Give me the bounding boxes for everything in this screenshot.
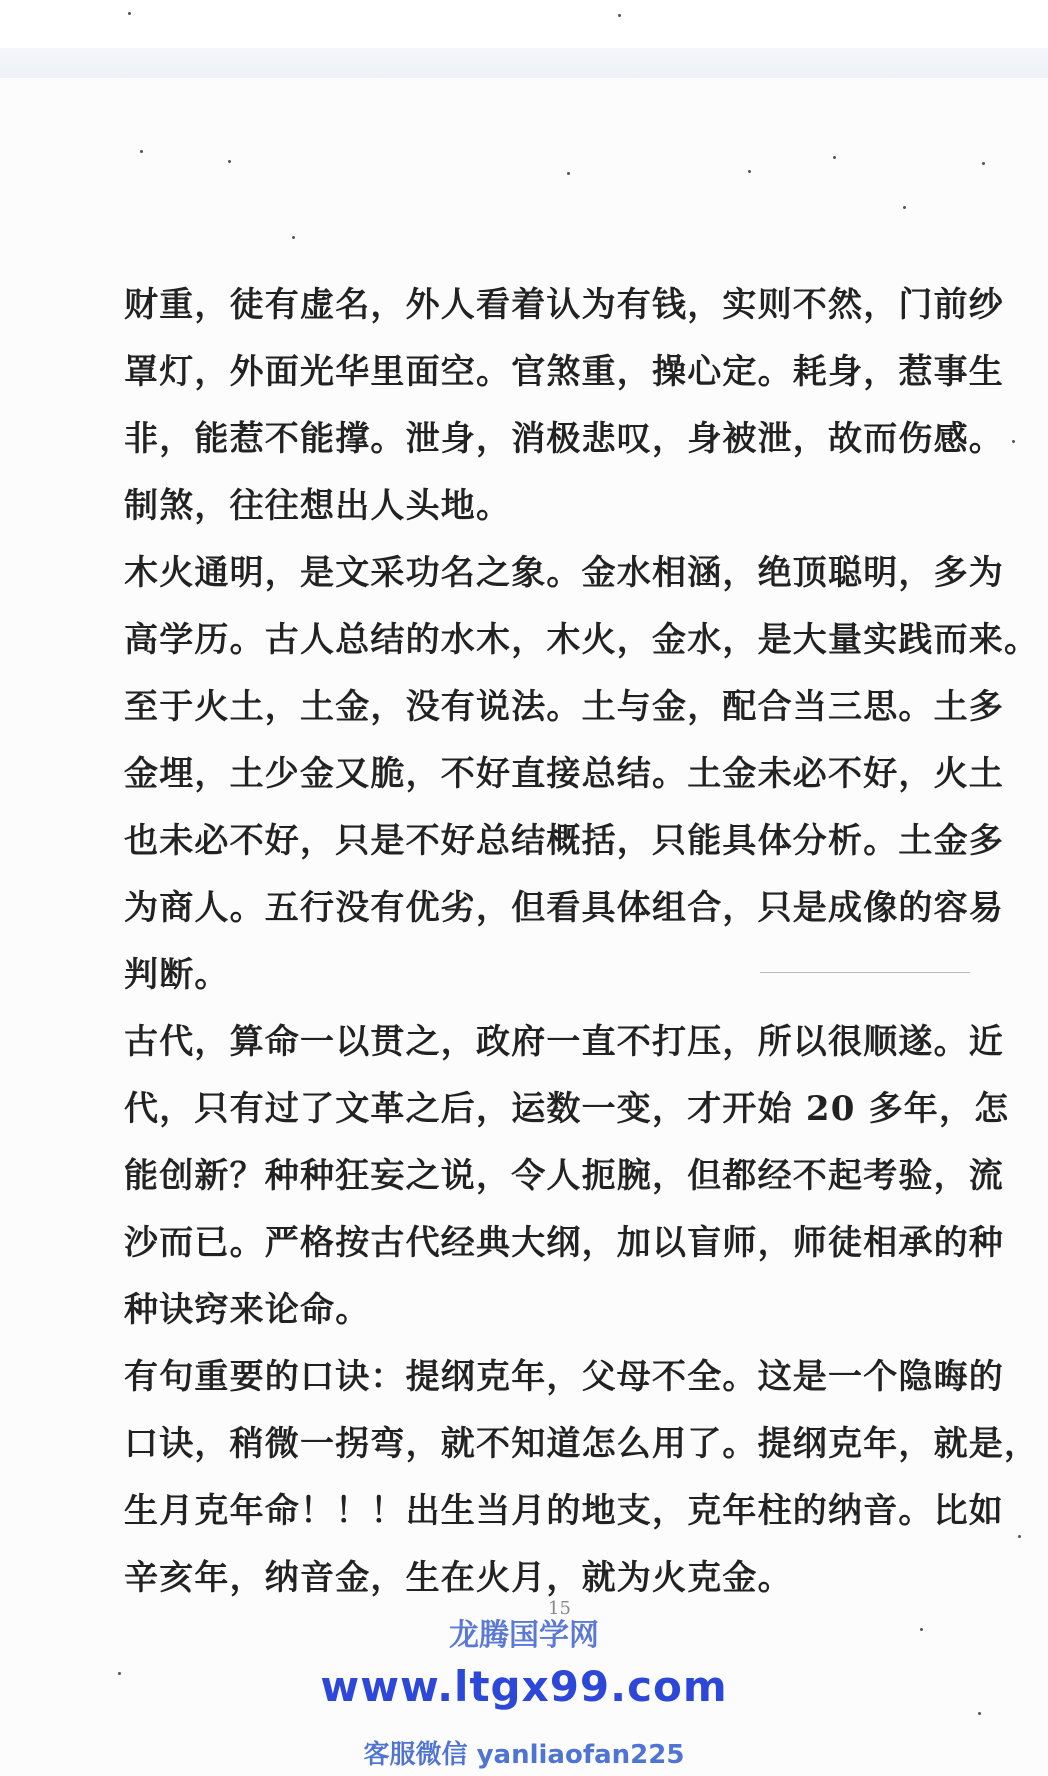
page-divider-band xyxy=(0,48,1048,78)
text-line: 金埋，土少金又脆，不好直接总结。土金未必不好，火土 xyxy=(124,754,1004,794)
text-line: 种诀窍来论命。 xyxy=(124,1290,371,1330)
top-strip xyxy=(0,0,1048,48)
scan-speck xyxy=(1012,440,1015,443)
scan-speck xyxy=(978,1712,981,1715)
text-line: 沙而已。严格按古代经典大纲，加以盲师，师徒相承的种 xyxy=(124,1223,1004,1263)
text-line: 非，能惹不能撑。泄身，消极悲叹，身被泄，故而伤感。 xyxy=(124,419,1004,459)
text-line: 判断。 xyxy=(124,955,230,995)
watermark-url: www.ltgx99.com xyxy=(320,1662,728,1711)
scan-speck xyxy=(903,206,906,209)
text-line: 木火通明，是文采功名之象。金水相涵，绝顶聪明，多为 xyxy=(124,553,1004,593)
text-line: 为商人。五行没有优劣，但看具体组合，只是成像的容易 xyxy=(124,888,1004,928)
scan-speck xyxy=(833,156,836,159)
paragraph-3 xyxy=(124,1009,1010,1344)
scan-speck xyxy=(128,12,131,15)
document-body xyxy=(124,272,1040,1612)
paragraph-1 xyxy=(124,272,1004,540)
scan-speck xyxy=(140,150,143,153)
text-line: 生月克年命！！！出生当月的地支，克年柱的纳音。比如 xyxy=(124,1491,1004,1531)
watermark-contact: 客服微信 yanliaofan225 xyxy=(363,1740,685,1770)
text-line: 口诀，稍微一拐弯，就不知道怎么用了。提纲克年，就是， xyxy=(124,1424,1040,1464)
text-line: 罩灯，外面光华里面空。官煞重，操心定。耗身，惹事生 xyxy=(124,352,1004,392)
text-line: 有句重要的口诀：提纲克年，父母不全。这是一个隐晦的 xyxy=(124,1357,1004,1397)
text-line: 辛亥年，纳音金，生在火月，就为火克金。 xyxy=(124,1558,793,1598)
scan-speck xyxy=(1018,1535,1021,1538)
scan-speck xyxy=(982,162,985,165)
page-number: 15 xyxy=(548,1598,571,1619)
scan-speck xyxy=(292,236,295,239)
paragraph-2 xyxy=(124,540,1040,1009)
text-line: 至于火土，土金，没有说法。土与金，配合当三思。土多 xyxy=(124,687,1004,727)
text-line: 代，只有过了文革之后，运数一变，才开始 20 多年，怎 xyxy=(124,1089,1010,1129)
text-line: 也未必不好，只是不好总结概括，只能具体分析。土金多 xyxy=(124,821,1004,861)
scan-speck xyxy=(228,160,231,163)
scan-speck xyxy=(567,172,570,175)
text-line: 能创新？种种狂妄之说，令人扼腕，但都经不起考验，流 xyxy=(124,1156,1004,1196)
text-line: 古代，算命一以贯之，政府一直不打压，所以很顺遂。近 xyxy=(124,1022,1004,1062)
paragraph-4 xyxy=(124,1344,1040,1612)
text-line: 高学历。古人总结的水木，木火，金水，是大量实践而来。 xyxy=(124,620,1040,660)
watermark-site-name: 龙腾国学网 xyxy=(449,1618,599,1653)
text-line: 财重，徒有虚名，外人看着认为有钱，实则不然，门前纱 xyxy=(124,285,1004,325)
scan-speck xyxy=(618,14,621,17)
text-line: 制煞，往往想出人头地。 xyxy=(124,486,512,526)
scan-speck xyxy=(748,170,751,173)
